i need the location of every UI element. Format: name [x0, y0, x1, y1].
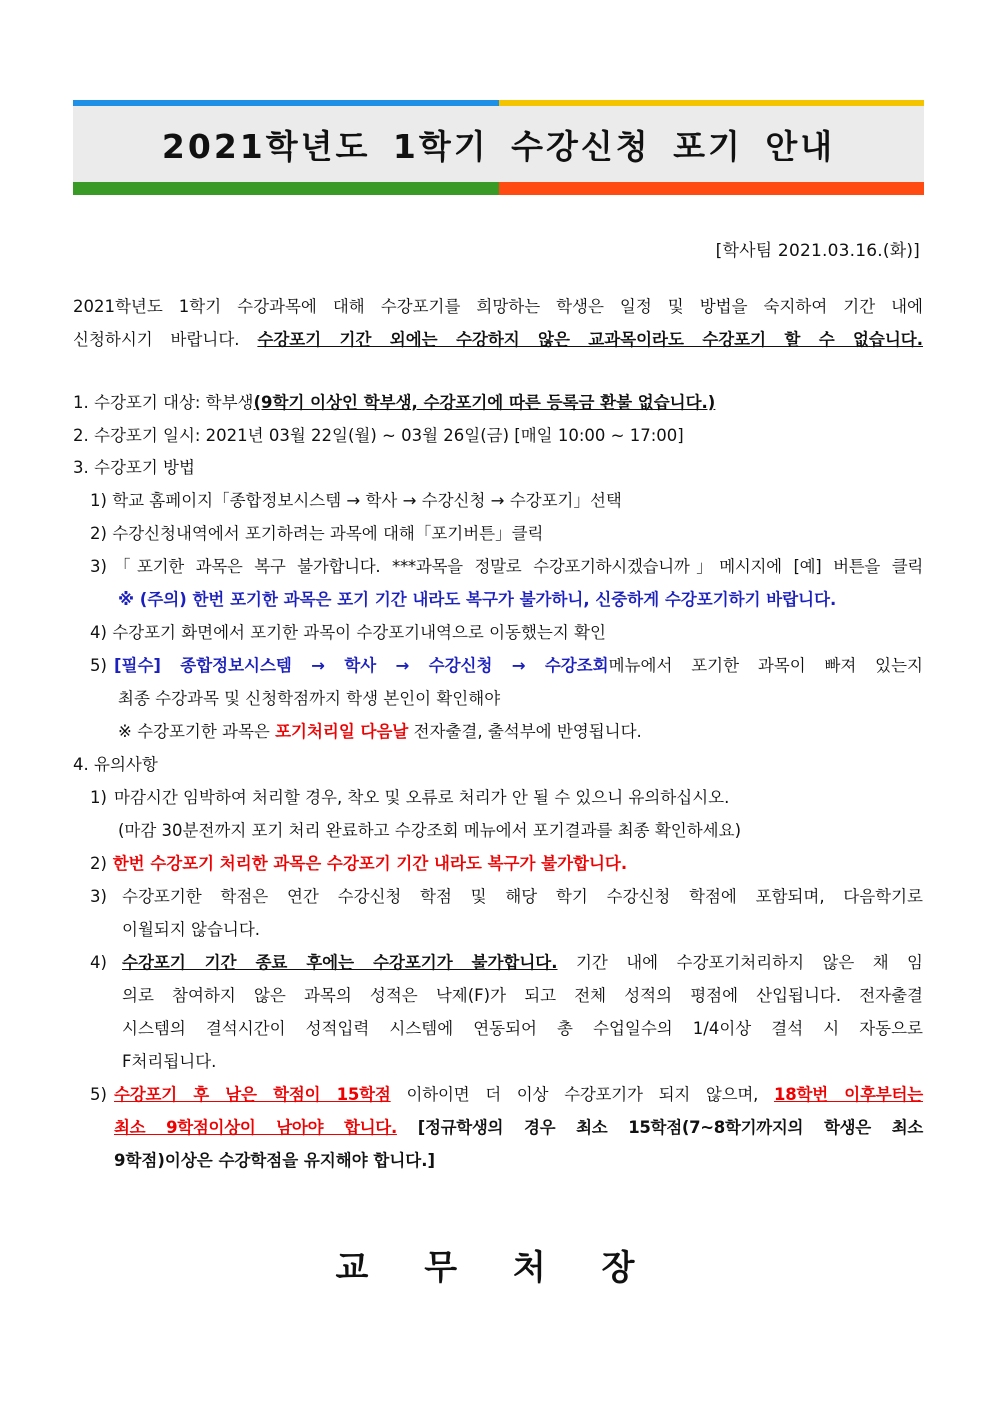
intro-line-2: 신청하시기 바랍니다. 수강포기 기간 외에는 수강하지 않은 교과목이라도 수강포기 할 수 없습니다. — [73, 330, 924, 349]
section-3-item-4: 4) 수강포기 화면에서 포기한 과목이 수강포기내역으로 이동했는지 확인 — [90, 623, 606, 642]
minimum-credit-warning: 수강포기 후 남은 학점이 15학점 — [114, 1085, 391, 1104]
intro-paragraph — [73, 290, 923, 356]
intro-line-1: 2021학년도 1학기 수강과목에 대해 수강포기를 희망하는 학생은 일정 및 방법을 숙지하여 기간 내에 — [73, 297, 923, 316]
deadline-warning: 수강포기 기간 종료 후에는 수강포기가 불가합니다. — [122, 953, 558, 972]
section-3-item-3: 3) 「포기한 과목은 복구 불가합니다. ***과목을 정말로 수강포기하시겠습니까」메시지에 [예] 버튼을 클릭 ※ (주의) 한번 포기한 과목은 포기 기간 내라도 복구가 불가하니, 신중하게 수강포기하기 바랍니다. — [90, 557, 923, 609]
section-4-item-4: 4) 수강포기 기간 종료 후에는 수강포기가 불가합니다. 기간 내에 수강포기처리하지 않은 채 임 의로 참여하지 않은 과목의 성적은 낙제(F)가 되고 전체 성적의 평점에 산입됩니다. 전자출결 시스템의 결석시간이 성적입력 시스템에 연동되어 총 수업일수의 1/4이상 결석 시 자동으로 F처리됩니다. — [90, 953, 923, 1071]
section-2: 2. 수강포기 일시: 2021년 03월 22일(월) ~ 03월 26일(금) [매일 10:00 ~ 17:00] — [73, 426, 684, 445]
accent-bar-orange — [499, 182, 924, 195]
section-3-item-1: 1) 학교 홈페이지「종합정보시스템 → 학사 → 수강신청 → 수강포기」선택 — [90, 491, 622, 510]
section-4-item-3: 3) 수강포기한 학점은 연간 수강신청 학점 및 해당 학기 수강신청 학점에 포함되며, 다음학기로 이월되지 않습니다. — [90, 887, 923, 939]
page-title: 2021학년도 1학기 수강신청 포기 안내 — [161, 126, 836, 166]
required-path: [필수] 종합정보시스템 → 학사 → 수강신청 → 수강조회 — [114, 656, 609, 675]
caution-note: ※ (주의) 한번 포기한 과목은 포기 기간 내라도 복구가 불가하니, 신중하게 수강포기하기 바랍니다. — [118, 590, 837, 609]
section-4-item-5: 5) 수강포기 후 남은 학점이 15학점 이하이면 더 이상 수강포기가 되지 않으며, 18학번 이후부터는 최소 9학점이상이 남아야 합니다. [정규학생의 경우 최소 15학점(7~8학기까지의 학생은 최소 9학점)이상은 수강학점을 유지해야 합니다.] — [90, 1085, 923, 1170]
signature: 교 무 처 장 — [335, 1248, 657, 1288]
section-4-item-1: 1) 마감시간 임박하여 처리할 경우, 착오 및 오류로 처리가 안 될 수 있으니 유의하십시오. (마감 30분전까지 포기 처리 완료하고 수강조회 메뉴에서 포기결과를 최종 확인하세요) — [90, 788, 741, 840]
title-banner — [73, 100, 924, 195]
section-1-emphasis: (9학기 이상인 학부생, 수강포기에 따른 등록금 환불 없습니다.) — [253, 393, 716, 412]
section-4-item-2: 2) 한번 수강포기 처리한 과목은 수강포기 기간 내라도 복구가 불가합니다. — [90, 854, 628, 873]
intro-warning: 수강포기 기간 외에는 수강하지 않은 교과목이라도 수강포기 할 수 없습니다. — [257, 330, 924, 349]
section-3-heading: 3. 수강포기 방법 — [73, 458, 195, 477]
section-4-heading: 4. 유의사항 — [73, 755, 158, 774]
issuer-date: [학사팀 2021.03.16.(화)] — [715, 241, 920, 261]
section-1: 1. 수강포기 대상: 학부생(9학기 이상인 학부생, 수강포기에 따른 등록금 환불 없습니다.) — [73, 393, 716, 412]
accent-bar-green — [73, 182, 499, 195]
section-3-item-5: 5) [필수] 종합정보시스템 → 학사 → 수강신청 → 수강조회메뉴에서 포기한 과목이 빠져 있는지 최종 수강과목 및 신청학점까지 학생 본인이 확인해야 ※ 수강포기한 과목은 포기처리일 다음날 전자출결, 출석부에 반영됩니다. — [90, 656, 924, 741]
reflection-note: ※ 수강포기한 과목은 포기처리일 다음날 전자출결, 출석부에 반영됩니다. — [118, 722, 642, 741]
section-3-item-2: 2) 수강신청내역에서 포기하려는 과목에 대해「포기버튼」클릭 — [90, 524, 544, 543]
